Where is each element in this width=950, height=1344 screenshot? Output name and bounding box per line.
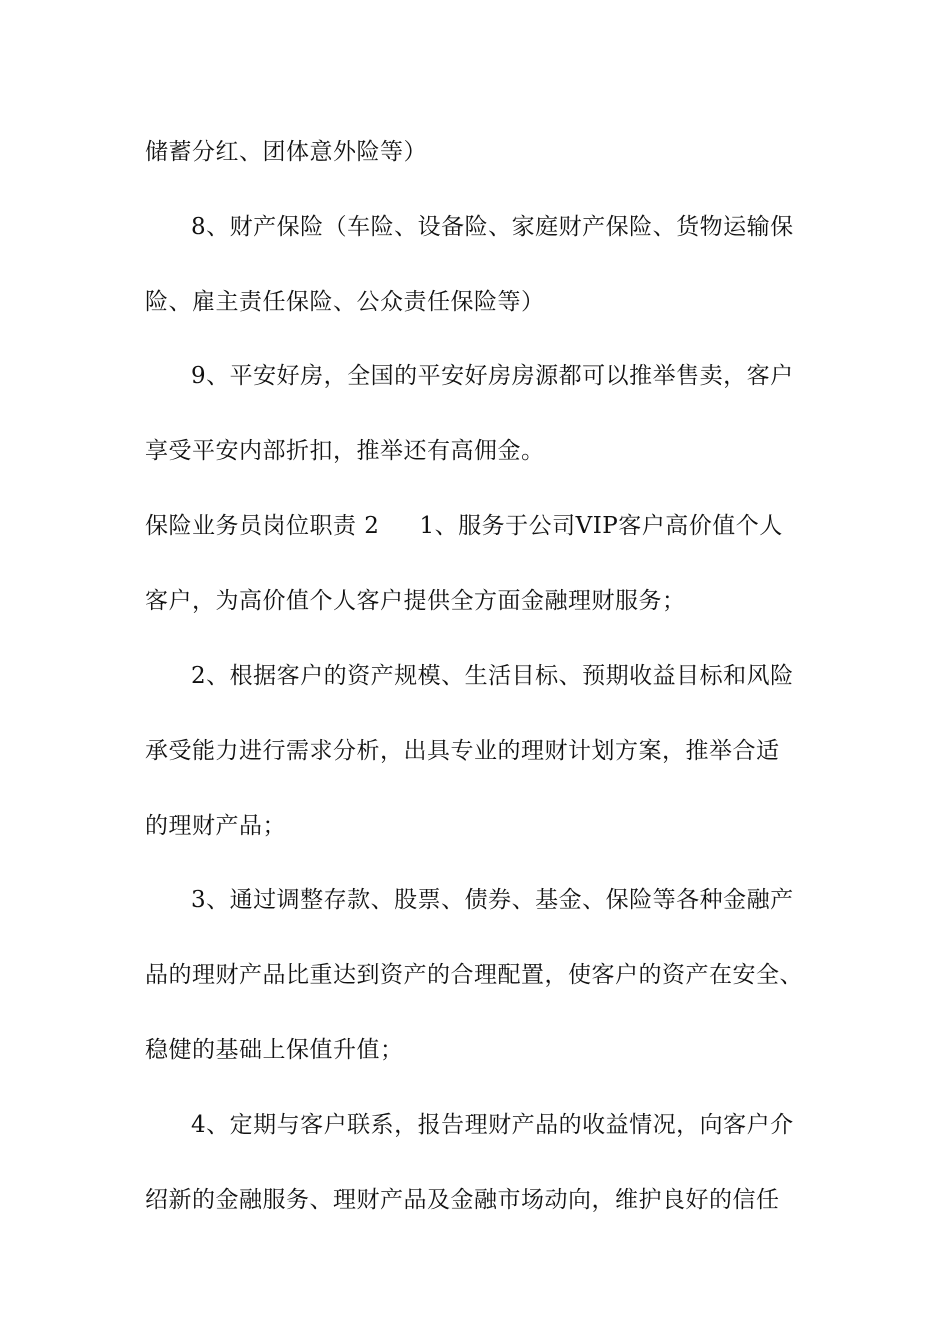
text-line-3: 险、雇主责任保险、公众责任保险等） bbox=[145, 289, 545, 315]
text-line-2: 8、财产保险（车险、设备险、家庭财产保险、货物运输保 bbox=[191, 214, 794, 240]
text-line-12: 品的理财产品比重达到资产的合理配置，使客户的资产在安全、 bbox=[145, 962, 803, 988]
text-line-7: 客户，为高价值个人客户提供全方面金融理财服务； bbox=[145, 588, 686, 614]
text-line-5: 享受平安内部折扣，推举还有高佣金。 bbox=[145, 438, 545, 464]
text-line-14: 4、定期与客户联系，报告理财产品的收益情况，向客户介 bbox=[191, 1112, 794, 1138]
text-line-11: 3、通过调整存款、股票、债券、基金、保险等各种金融产 bbox=[191, 887, 794, 913]
text-line-4: 9、平安好房，全国的平安好房房源都可以推举售卖，客户 bbox=[191, 363, 794, 389]
text-line-1: 储蓄分红、团体意外险等） bbox=[145, 139, 427, 165]
text-line-13: 稳健的基础上保值升值； bbox=[145, 1037, 404, 1063]
text-line-9: 承受能力进行需求分析，出具专业的理财计划方案，推举合适 bbox=[145, 738, 780, 764]
section-heading-line bbox=[145, 506, 825, 546]
text-line-15: 绍新的金融服务、理财产品及金融市场动向，维护良好的信任 bbox=[145, 1187, 780, 1213]
section-heading: 保险业务员岗位职责 2 bbox=[145, 513, 380, 539]
text-line-6: 1、服务于公司VIP客户高价值个人 bbox=[419, 513, 783, 539]
text-line-10: 的理财产品； bbox=[145, 813, 286, 839]
text-line-8: 2、根据客户的资产规模、生活目标、预期收益目标和风险 bbox=[191, 663, 794, 689]
